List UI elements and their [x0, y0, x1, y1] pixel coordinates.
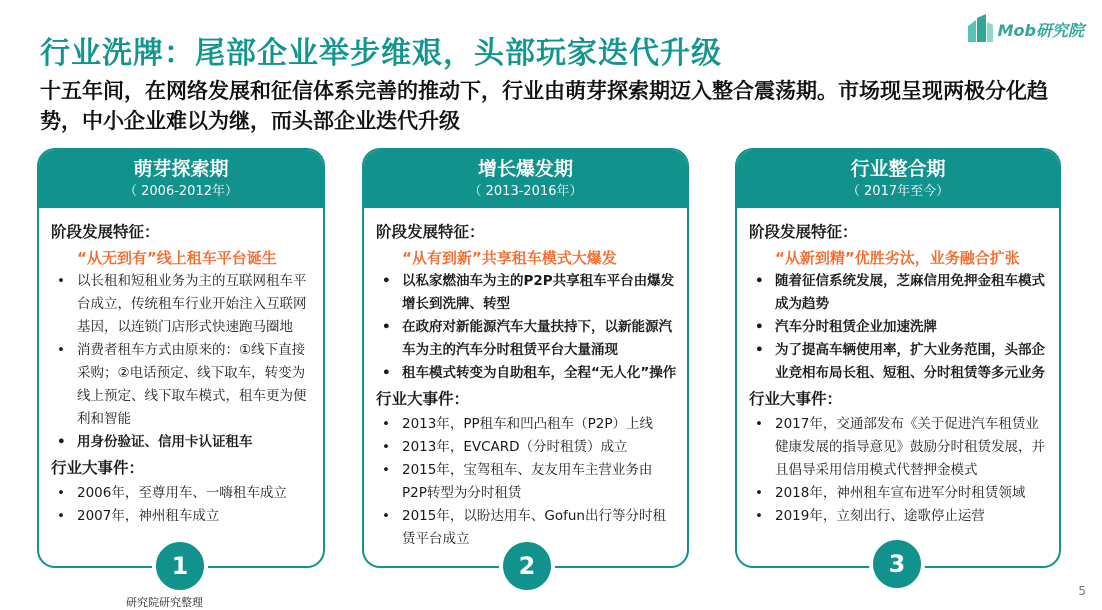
page-title: 行业洗牌：尾部企业举步维艰，头部玩家迭代升级 — [40, 36, 722, 71]
events-heading: 行业大事件： — [51, 459, 145, 477]
list-item: • 为了提高车辆使用率，扩大业务范围，头部企业竞相布局长租、短租、分时租赁等多元业务 — [749, 339, 1049, 385]
list-item: • 2013年，EVCARD（分时租赁）成立 — [376, 436, 677, 459]
event-list — [749, 413, 1049, 528]
list-item: • 2019年，立刻出行、途歌停止运营 — [749, 505, 1049, 528]
stage-highlight: “从有到新”共享租车模式大爆发 — [402, 249, 617, 267]
card-title: 增长爆发期 — [477, 158, 573, 180]
card-years: （ 2013-2016年） — [468, 184, 583, 199]
stage-card-1 — [37, 148, 325, 568]
card-title: 行业整合期 — [850, 158, 946, 180]
feature-list — [376, 270, 677, 385]
list-item: • 随着征信系统发展，芝麻信用免押金租车模式成为趋势 — [749, 270, 1049, 316]
building-icon — [966, 14, 994, 44]
feature-list — [51, 270, 313, 454]
event-list — [51, 482, 313, 528]
list-item: • 2006年，至尊用车、一嗨租车成立 — [51, 482, 313, 505]
event-list — [376, 413, 677, 551]
page-subtitle: 十五年间，在网络发展和征信体系完善的推动下，行业由萌芽探索期迈入整合震荡期。市场现呈现两极分化趋势，中小企业难以为继，而头部企业迭代升级 — [40, 79, 1048, 133]
stage-highlight: “从新到精”优胜劣汰，业务融合扩张 — [775, 249, 1020, 267]
stage-heading: 阶段发展特征： — [376, 223, 485, 241]
events-heading: 行业大事件： — [749, 390, 843, 408]
mob-logo — [966, 12, 1084, 46]
stage-heading: 阶段发展特征： — [51, 223, 160, 241]
list-item: • 2013年，PP租车和凹凸租车（P2P）上线 — [376, 413, 677, 436]
card-body — [364, 208, 687, 551]
list-item: • 2017年，交通部发布《关于促进汽车租赁业健康发展的指导意见》鼓励分时租赁发展，并且倡导采用信用模式代替押金模式 — [749, 413, 1049, 482]
events-heading: 行业大事件： — [376, 390, 470, 408]
stage-card-2 — [362, 148, 689, 568]
list-item: • 2018年，神州租车宣布进军分时租赁领域 — [749, 482, 1049, 505]
list-item: • 在政府对新能源汽车大量扶持下，以新能源汽车为主的汽车分时租赁平台大量涌现 — [376, 316, 677, 362]
stage-number-3: 3 — [869, 536, 925, 592]
page-number: 5 — [1078, 584, 1086, 598]
list-item: • 用身份验证、信用卡认证租车 — [51, 431, 313, 454]
source-note: 研究院研究整理 — [126, 596, 203, 609]
list-item: • 2007年，神州租车成立 — [51, 505, 313, 528]
card-years: （ 2017年至今） — [846, 184, 950, 199]
stage-card-3 — [735, 148, 1061, 568]
list-item: • 以私家燃油车为主的P2P共享租车平台由爆发增长到洗牌、转型 — [376, 270, 677, 316]
list-item: • 以长租和短租业务为主的互联网租车平台成立，传统租车行业开始注入互联网基因，以连锁门店形式快速跑马圈地 — [51, 270, 313, 339]
card-body — [737, 208, 1059, 528]
stage-number-2: 2 — [499, 538, 555, 594]
stage-highlight: “从无到有”线上租车平台诞生 — [77, 249, 277, 267]
list-item: • 租车模式转变为自助租车，全程“无人化”操作 — [376, 362, 677, 385]
card-header — [364, 150, 687, 208]
feature-list — [749, 270, 1049, 385]
stage-heading: 阶段发展特征： — [749, 223, 858, 241]
stage-number-1: 1 — [152, 538, 208, 594]
list-item: • 汽车分时租赁企业加速洗牌 — [749, 316, 1049, 339]
list-item: • 2015年，宝驾租车、友友用车主营业务由P2P转型为分时租赁 — [376, 459, 677, 505]
card-years: （ 2006-2012年） — [124, 184, 238, 199]
list-item: • 消费者租车方式由原来的：①线下直接采购；②电话预定、线下取车，转变为线上预定、线下取车模式，租车更为便利和智能 — [51, 339, 313, 431]
card-header — [737, 150, 1059, 208]
list-item: • 2015年，以盼达用车、Gofun出行等分时租赁平台成立 — [376, 505, 677, 551]
card-body — [39, 208, 323, 528]
card-header — [39, 150, 323, 208]
logo-text: Mob研究院 — [997, 20, 1084, 40]
card-title: 萌芽探索期 — [133, 158, 229, 180]
